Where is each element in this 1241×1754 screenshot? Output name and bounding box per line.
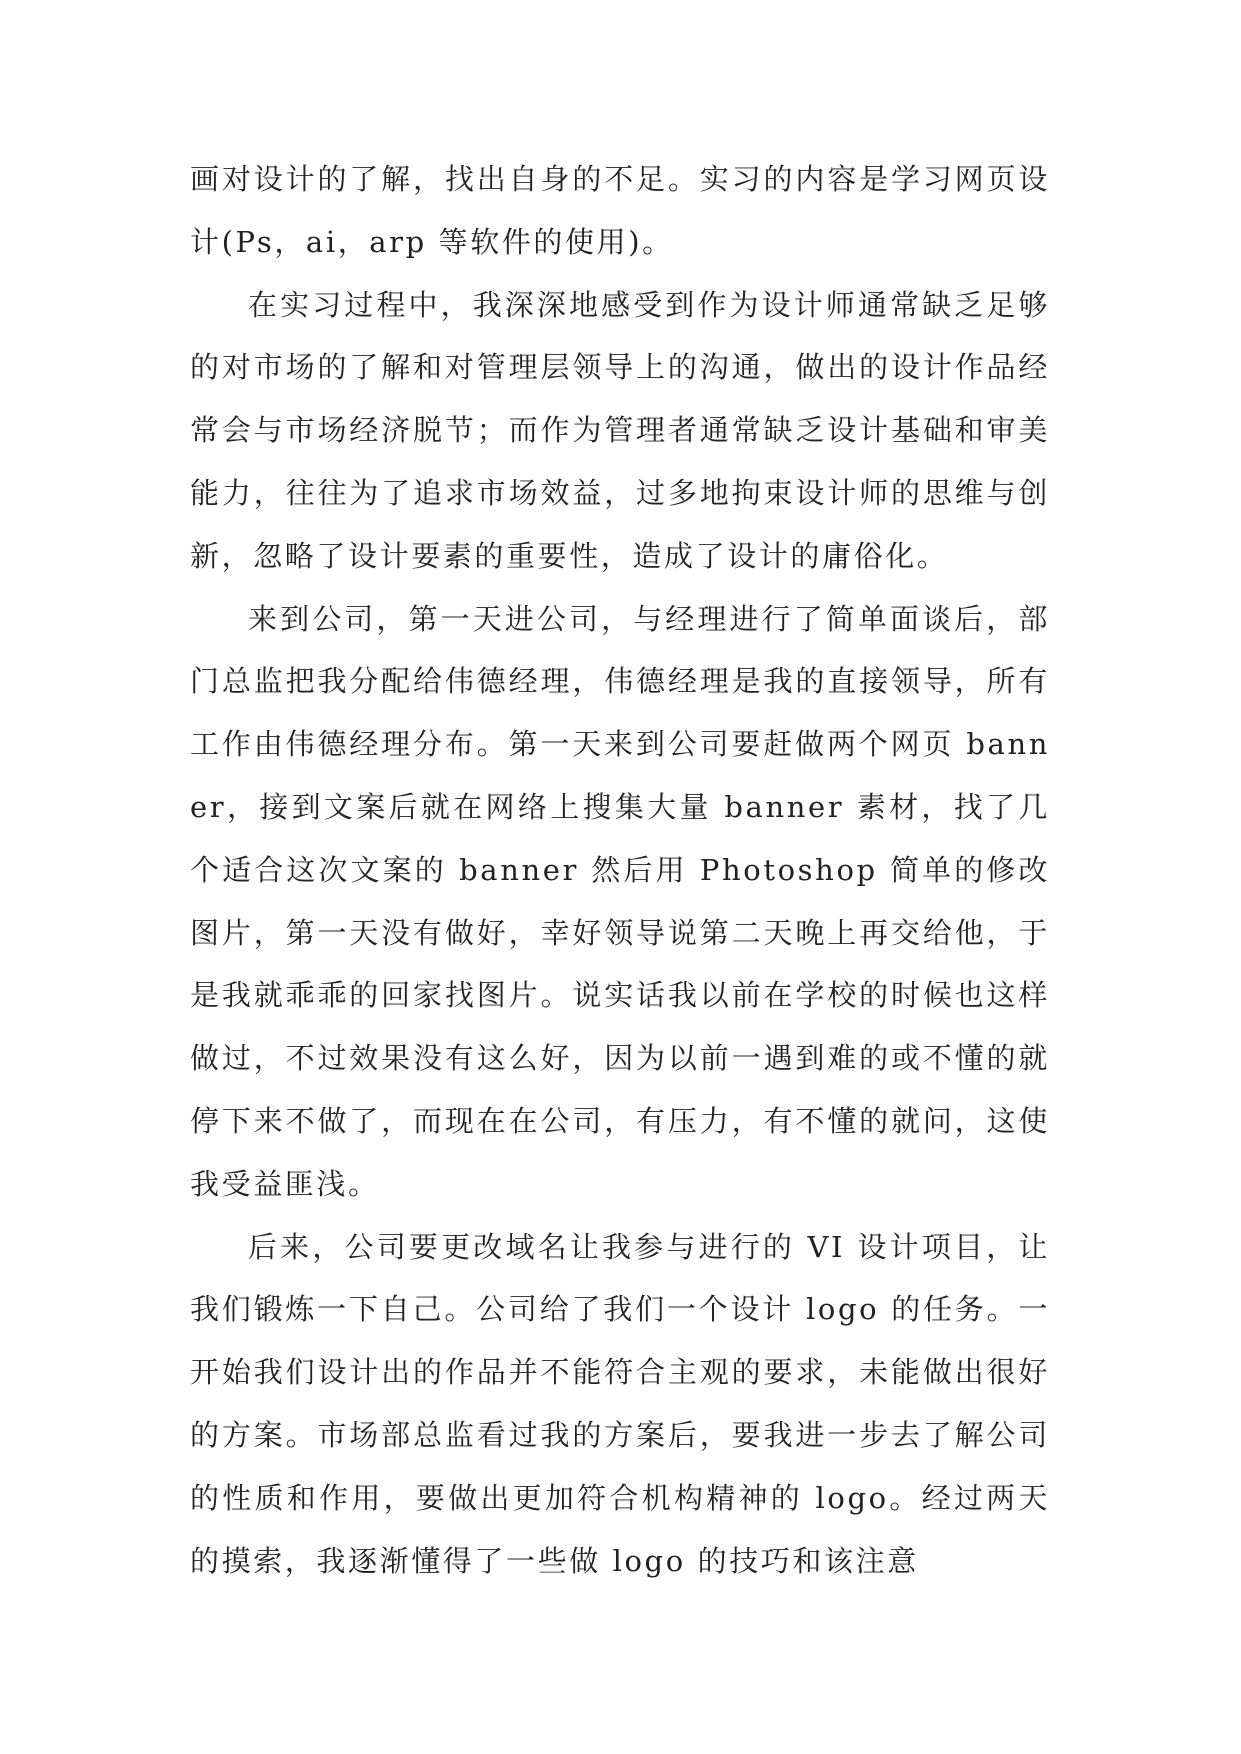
paragraph-2: 在实习过程中，我深深地感受到作为设计师通常缺乏足够的对市场的了解和对管理层领导上的沟通，做出的设计作品经常会与市场经济脱节；而作为管理者通常缺乏设计基础和审美能力，往往为了追求市场效益，过多地拘束设计师的思维与创新，忽略了设计要素的重要性，造成了设计的庸俗化。 bbox=[190, 287, 1050, 573]
paragraph-1: 画对设计的了解，找出自身的不足。实习的内容是学习网页设计(Ps，ai，arp 等软件的使用)。 bbox=[190, 162, 1050, 259]
paragraph-3: 来到公司，第一天进公司，与经理进行了简单面谈后，部门总监把我分配给伟德经理，伟德经理是我的直接领导，所有工作由伟德经理分布。第一天来到公司要赶做两个网页 banner，接到文案后就在网络上搜集大量 banner 素材，找了几个适合这次文案的 banner 然后用 Photoshop 简单的修改图片，第一天没有做好，幸好领导说第二天晚上再交给他，于是我就乖乖的回家找图片。说实话我以前在学校的时候也这样做过，不过效果没有这么好，因为以前一遇到难的或不懂的就停下来不做了，而现在在公司，有压力，有不懂的就问，这使我受益匪浅。 bbox=[190, 601, 1050, 1201]
paragraph-4: 后来，公司要更改域名让我参与进行的 VI 设计项目，让我们锻炼一下自己。公司给了我们一个设计 logo 的任务。一开始我们设计出的作品并不能符合主观的要求，未能做出很好的方案。市场部总监看过我的方案后，要我进一步去了解公司的性质和作用，要做出更加符合机构精神的 logo。经过两天的摸索，我逐渐懂得了一些做 logo 的技巧和该注意 bbox=[190, 1229, 1050, 1578]
document-body bbox=[190, 148, 1050, 1592]
